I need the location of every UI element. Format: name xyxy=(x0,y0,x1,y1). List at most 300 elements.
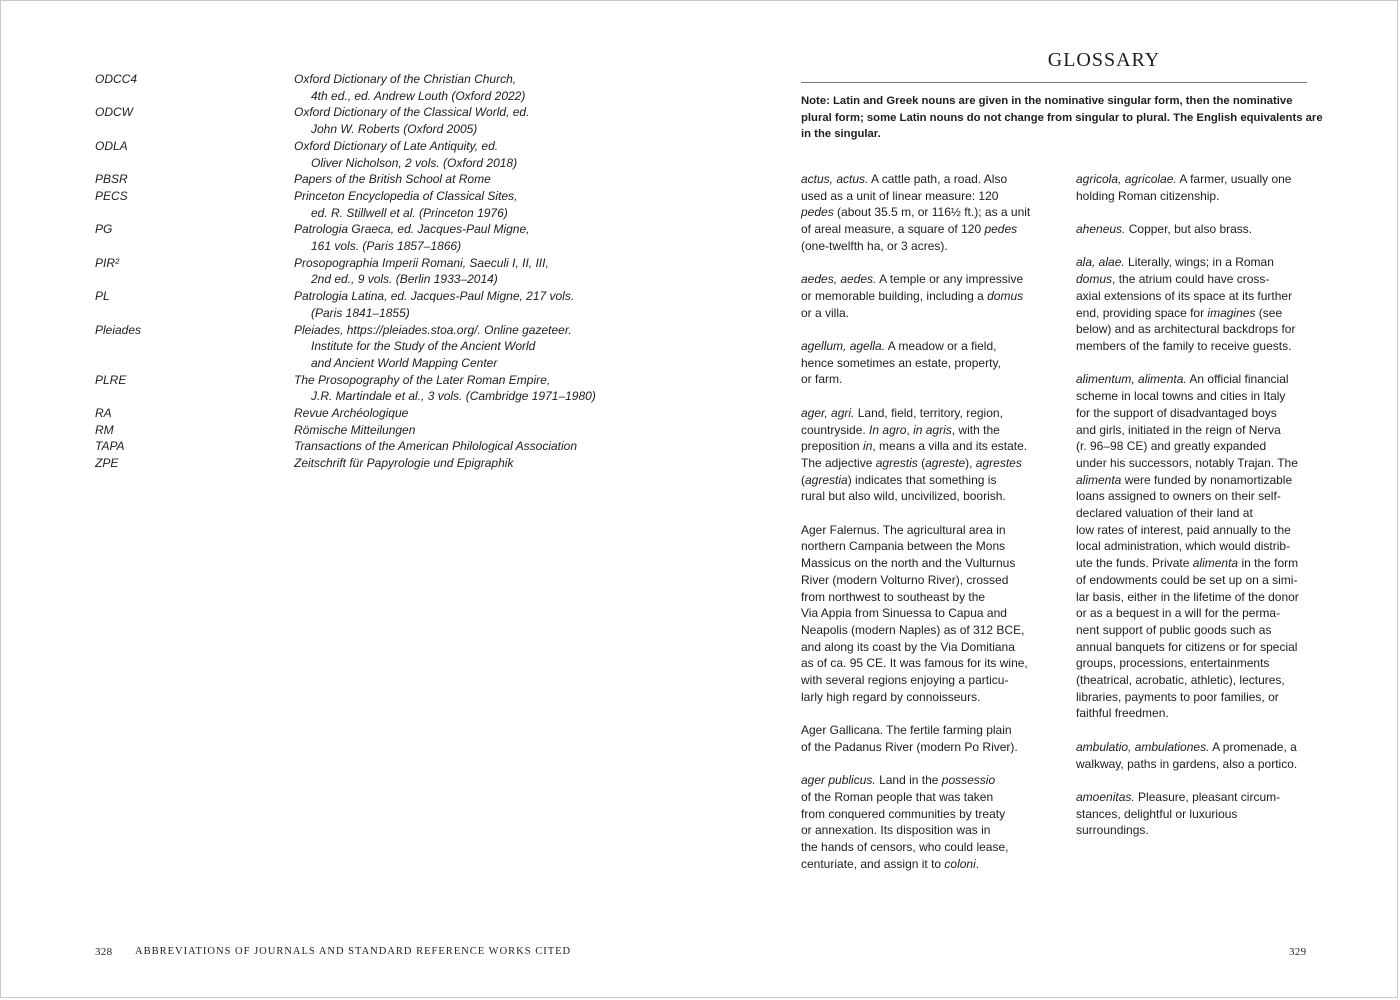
text-segment: A cattle path, a road. Also xyxy=(871,172,1008,186)
glossary-column-1 xyxy=(801,171,1051,889)
glossary-headword: alimentum, alimenta. xyxy=(1076,372,1187,387)
abbreviation-key: PG xyxy=(95,222,113,237)
text-segment: Oliver Nicholson, 2 vols. (Oxford 2018) xyxy=(311,155,518,170)
text-segment: , ed. xyxy=(474,138,499,153)
glossary-entry xyxy=(801,405,1051,505)
entry-line xyxy=(801,856,1051,873)
entry-line xyxy=(801,722,1051,739)
text-segment: 2nd ed., 9 vols. (Berlin 1933–2014) xyxy=(311,272,498,287)
glossary-headword: amoenitas. xyxy=(1076,789,1135,804)
entry-line xyxy=(1076,639,1316,656)
entry-line xyxy=(1076,572,1316,589)
text-segment: John W. Roberts (Oxford 2005) xyxy=(311,122,478,137)
glossary-entry xyxy=(1076,254,1316,354)
text-segment: larly high regard by connoisseurs. xyxy=(801,689,981,704)
entry-line xyxy=(801,204,1051,221)
text-segment: A farmer, usually one xyxy=(1179,172,1292,186)
text-segment: or annexation. Its disposition was in xyxy=(801,823,991,838)
glossary-headword: agricola, agricolae. xyxy=(1076,172,1177,186)
text-segment: Oxford Dictionary of the Classical World xyxy=(294,105,507,120)
glossary-entry xyxy=(801,772,1051,872)
text-segment: scheme in local towns and cities in Italy xyxy=(1076,389,1286,404)
text-segment: Prosopographia Imperii Romani, Saeculi I, II, III xyxy=(294,255,546,270)
expansion-line xyxy=(294,322,675,339)
text-segment: possessio xyxy=(941,773,996,788)
glossary-note xyxy=(801,93,1323,143)
note-line: Note: Latin and Greek nouns are given in the nominative singular form, then the nominative xyxy=(801,95,1293,107)
text-segment: ) indicates that something is xyxy=(847,472,997,487)
entry-line xyxy=(1076,305,1316,322)
entry-line xyxy=(1076,555,1316,572)
abbreviations-list xyxy=(95,71,675,472)
abbreviation-expansion xyxy=(294,405,675,422)
abbreviation-expansion xyxy=(294,422,675,439)
text-segment: , xyxy=(514,188,518,203)
entry-line xyxy=(1076,488,1316,505)
text-segment: from northwest to southeast by the xyxy=(801,589,986,604)
entry-line xyxy=(1076,756,1316,773)
text-segment: walkway, paths in gardens, also a portico. xyxy=(1076,756,1298,771)
text-segment: ed. R. Stillwell et al. (Princeton 1976) xyxy=(311,205,508,220)
text-segment: preposition xyxy=(801,439,864,454)
text-segment: as of ca. 95 CE. It was famous for its wine, xyxy=(801,656,1028,671)
text-segment: northern Campania between the Mons xyxy=(801,539,1006,554)
text-segment: , with the xyxy=(951,422,1000,437)
entry-line xyxy=(1076,806,1316,823)
glossary-headword: Ager Falernus. xyxy=(801,522,880,537)
abbreviation-key: ODCC4 xyxy=(95,72,138,86)
text-segment: in xyxy=(863,439,873,454)
abbreviation-expansion xyxy=(294,372,675,405)
entry-line xyxy=(1076,538,1316,555)
text-segment: A temple or any impressive xyxy=(879,272,1024,287)
text-segment: , the atrium could have cross- xyxy=(1112,272,1270,287)
text-segment: ( xyxy=(801,472,805,487)
abbreviation-expansion xyxy=(294,71,675,104)
text-segment: stances, delightful or luxurious xyxy=(1076,806,1238,821)
text-segment: imagines xyxy=(1207,305,1256,320)
text-segment: pedes xyxy=(801,205,834,220)
entry-line xyxy=(1076,438,1316,455)
text-segment: with several regions enjoying a particu- xyxy=(801,673,1009,688)
text-segment: domus xyxy=(987,288,1024,303)
text-segment: ( xyxy=(917,455,926,470)
text-segment: hence sometimes an estate, property, xyxy=(801,355,1001,370)
entry-line xyxy=(1076,789,1316,806)
text-segment: River (modern Volturno River), crossed xyxy=(801,572,1009,587)
text-segment: rural but also wild, uncivilized, boorish. xyxy=(801,489,1006,504)
entry-line xyxy=(801,371,1051,388)
entry-line xyxy=(801,171,1051,188)
entry-line xyxy=(1076,405,1316,422)
entry-line xyxy=(1076,171,1316,188)
glossary-headword: actus, actus. xyxy=(801,172,869,186)
entry-line xyxy=(1076,589,1316,606)
glossary-column-2 xyxy=(1076,171,1316,856)
expansion-line xyxy=(294,171,675,188)
abbreviation-key: ODLA xyxy=(95,138,128,153)
text-segment: Literally, wings; in a Roman xyxy=(1128,255,1274,270)
text-segment: under his successors, notably Trajan. The xyxy=(1076,455,1298,470)
text-segment: faithful freedmen. xyxy=(1076,706,1169,721)
expansion-line xyxy=(294,305,675,322)
abbreviation-row xyxy=(95,288,675,321)
abbreviation-expansion xyxy=(294,221,675,254)
text-segment: , https://pleiades.stoa.org/. Online gazeteer. xyxy=(340,322,572,337)
abbreviation-expansion xyxy=(294,104,675,137)
expansion-line xyxy=(294,338,675,355)
glossary-headword: ager, agri. xyxy=(801,405,855,420)
text-segment: from conquered communities by treaty xyxy=(801,806,1006,821)
entry-line xyxy=(801,405,1051,422)
text-segment: Neapolis (modern Naples) as of 312 BCE, xyxy=(801,622,1025,637)
text-segment: of the Roman people that was taken xyxy=(801,789,994,804)
entry-line xyxy=(1076,188,1316,205)
entry-line xyxy=(801,639,1051,656)
text-segment: of the Padanus River (modern Po River). xyxy=(801,739,1018,754)
text-segment: Revue Archéologique xyxy=(294,406,409,421)
text-segment: (theatrical, acrobatic, athletic), lectures, xyxy=(1076,673,1285,688)
entry-line xyxy=(801,221,1051,238)
entry-line xyxy=(1076,288,1316,305)
left-page xyxy=(1,1,701,997)
entry-line xyxy=(801,472,1051,489)
right-page xyxy=(701,1,1400,997)
entry-line xyxy=(1076,221,1316,238)
text-segment: (about 35.5 m, or 116½ ft.); as a unit xyxy=(833,205,1031,220)
abbreviation-row xyxy=(95,171,675,188)
text-segment: , xyxy=(545,255,549,270)
glossary-headword: Ager Gallicana. xyxy=(801,723,884,738)
text-segment: or as a bequest in a will for the perma- xyxy=(1076,606,1281,621)
abbreviation-expansion xyxy=(294,288,675,321)
entry-line xyxy=(801,655,1051,672)
expansion-line xyxy=(294,438,675,455)
text-segment: centuriate, and assign it to xyxy=(801,856,945,871)
entry-line xyxy=(1076,338,1316,355)
abbreviation-key: RA xyxy=(95,406,112,421)
text-segment: declared valuation of their land at xyxy=(1076,506,1253,521)
entry-line xyxy=(801,605,1051,622)
text-segment: (one-twelfth ha, or 3 acres). xyxy=(801,238,948,253)
text-segment: below) and as architectural backdrops for xyxy=(1076,322,1296,337)
abbreviation-key: PBSR xyxy=(95,172,128,187)
expansion-line xyxy=(294,422,675,439)
entry-line xyxy=(801,488,1051,505)
abbreviation-key: PECS xyxy=(95,188,128,203)
text-segment: the hands of censors, who could lease, xyxy=(801,840,1009,855)
abbreviation-row xyxy=(95,455,675,472)
text-segment: agrestia xyxy=(805,472,848,487)
text-segment: , xyxy=(906,422,914,437)
text-segment: surroundings. xyxy=(1076,823,1149,838)
expansion-line xyxy=(294,255,675,272)
text-segment: (Paris 1841–1855) xyxy=(311,305,410,320)
entry-line xyxy=(801,422,1051,439)
text-segment: The agricultural area in xyxy=(882,522,1006,537)
text-segment: nent support of public goods such as xyxy=(1076,622,1272,637)
abbreviation-key: PIR² xyxy=(95,255,119,270)
text-segment: countryside. xyxy=(801,422,870,437)
expansion-line xyxy=(294,388,675,405)
text-segment: and Ancient World Mapping Center xyxy=(311,355,498,370)
entry-line xyxy=(801,839,1051,856)
entry-line xyxy=(801,188,1051,205)
entry-line xyxy=(1076,505,1316,522)
text-segment: of areal measure, a square of 120 xyxy=(801,222,985,237)
entry-line xyxy=(801,538,1051,555)
glossary-entry xyxy=(801,338,1051,388)
entry-line xyxy=(1076,455,1316,472)
glossary-entry xyxy=(1076,171,1316,204)
text-segment: Pleasure, pleasant circum- xyxy=(1138,789,1281,804)
entry-line xyxy=(801,455,1051,472)
text-segment: (r. 96–98 CE) and greatly expanded xyxy=(1076,439,1267,454)
text-segment: Pleiades xyxy=(294,322,341,337)
text-segment: A promenade, a xyxy=(1212,739,1297,754)
glossary-entry xyxy=(1076,739,1316,772)
abbreviation-row xyxy=(95,422,675,439)
text-segment: Patrologia Latina xyxy=(294,289,385,304)
entry-line xyxy=(1076,422,1316,439)
abbreviation-expansion xyxy=(294,438,675,455)
glossary-headword: agellum, agella. xyxy=(801,339,886,353)
text-segment: alimenta xyxy=(1076,472,1122,487)
glossary-entry xyxy=(1076,221,1316,238)
entry-line xyxy=(1076,371,1316,388)
text-segment: Copper, but also brass. xyxy=(1128,222,1253,237)
text-segment: domus xyxy=(1076,272,1113,287)
text-segment: 161 vols. (Paris 1857–1866) xyxy=(311,239,462,254)
expansion-line xyxy=(294,355,675,372)
text-segment: ), xyxy=(965,455,976,470)
abbreviation-expansion xyxy=(294,255,675,288)
abbreviation-row xyxy=(95,322,675,372)
text-segment: , xyxy=(546,372,551,387)
entry-line xyxy=(801,822,1051,839)
entry-line xyxy=(801,338,1051,355)
entry-line xyxy=(801,672,1051,689)
entry-line xyxy=(1076,655,1316,672)
entry-line xyxy=(801,305,1051,322)
glossary-headword: aedes, aedes. xyxy=(801,272,877,287)
abbreviation-row xyxy=(95,438,675,455)
folio-number-right: 329 xyxy=(1289,946,1307,958)
entry-line xyxy=(1076,689,1316,706)
text-segment: agrestis xyxy=(875,455,918,470)
text-segment: coloni xyxy=(944,856,976,871)
glossary-headword: ager publicus. xyxy=(801,773,876,788)
glossary-headword: ala, alae. xyxy=(1076,255,1125,270)
text-segment: , means a villa and its estate. xyxy=(872,439,1028,454)
glossary-entry xyxy=(801,271,1051,321)
text-segment: libraries, payments to poor families, or xyxy=(1076,689,1279,704)
note-line: in the singular. xyxy=(801,128,881,141)
abbreviation-row xyxy=(95,71,675,104)
text-segment: The Prosopography of the Later Roman Empire xyxy=(294,372,547,387)
glossary-headword: ambulatio, ambulationes. xyxy=(1076,739,1210,754)
entry-line xyxy=(801,739,1051,756)
text-segment: or memorable building, including a xyxy=(801,288,988,303)
abbreviation-row xyxy=(95,372,675,405)
abbreviation-row xyxy=(95,255,675,288)
glossary-title: GLOSSARY xyxy=(1047,49,1161,71)
abbreviation-expansion xyxy=(294,188,675,221)
text-segment: used as a unit of linear measure: 120 xyxy=(801,188,999,203)
text-segment: and along its coast by the Via Domitiana xyxy=(801,639,1015,654)
entry-line xyxy=(801,271,1051,288)
abbreviation-key: PL xyxy=(95,289,110,304)
expansion-line xyxy=(294,288,675,305)
expansion-line xyxy=(294,238,675,255)
entry-line xyxy=(801,288,1051,305)
entry-line xyxy=(801,355,1051,372)
text-segment: The adjective xyxy=(801,455,876,470)
entry-line xyxy=(801,589,1051,606)
entry-line xyxy=(801,238,1051,255)
text-segment: Römische Mitteilungen xyxy=(294,422,416,437)
entry-line xyxy=(1076,672,1316,689)
text-segment: , ed. Jacques-Paul Migne, 217 vols. xyxy=(384,289,575,304)
text-segment: or farm. xyxy=(801,372,843,387)
abbreviation-row xyxy=(95,221,675,254)
text-segment: agrestes xyxy=(975,455,1022,470)
text-segment: Zeitschrift für Papyrologie und Epigraphik xyxy=(294,456,514,471)
text-segment: were funded by nonamortizable xyxy=(1121,472,1293,487)
glossary-headword: aheneus. xyxy=(1076,222,1126,237)
entry-line xyxy=(1076,254,1316,271)
text-segment: groups, processions, entertainments xyxy=(1076,656,1270,671)
text-segment: annual banquets for citizens or for special xyxy=(1076,639,1298,654)
expansion-line xyxy=(294,155,675,172)
entry-line xyxy=(801,555,1051,572)
text-segment: Patrologia Graeca xyxy=(294,222,391,237)
abbreviation-expansion xyxy=(294,322,675,372)
text-segment: Oxford Dictionary of Late Antiquity xyxy=(294,138,475,153)
entry-line xyxy=(801,689,1051,706)
text-segment: ute the funds. Private xyxy=(1076,556,1193,571)
entry-line xyxy=(801,622,1051,639)
running-head: ABBREVIATIONS OF JOURNALS AND STANDARD REFERENCE WORKS CITED xyxy=(135,946,572,957)
text-segment: agreste xyxy=(925,455,966,470)
text-segment: for the support of disadvantaged boys xyxy=(1076,405,1277,420)
text-segment: . xyxy=(975,856,980,871)
abbreviation-key: PLRE xyxy=(95,372,127,387)
text-segment: Papers of the British School at Rome xyxy=(294,172,491,187)
abbreviation-expansion xyxy=(294,171,675,188)
abbreviation-key: RM xyxy=(95,422,114,437)
abbreviation-row xyxy=(95,138,675,171)
abbreviation-key: Pleiades xyxy=(95,322,142,337)
text-segment: axial extensions of its space at its further xyxy=(1076,288,1293,303)
entry-line xyxy=(1076,271,1316,288)
expansion-line xyxy=(294,405,675,422)
entry-line xyxy=(1076,822,1316,839)
text-segment: Land, field, territory, region, xyxy=(857,405,1003,420)
text-segment: Princeton Encyclopedia of Classical Sites xyxy=(294,188,515,203)
glossary-entry xyxy=(1076,789,1316,839)
text-segment: (see xyxy=(1255,305,1283,320)
text-segment: Massicus on the north and the Vulturnus xyxy=(801,556,1016,571)
abbreviation-row xyxy=(95,405,675,422)
text-segment: holding Roman citizenship. xyxy=(1076,188,1220,203)
text-segment: The fertile farming plain xyxy=(886,723,1012,738)
folio-number-left: 328 xyxy=(95,946,113,958)
entry-line xyxy=(1076,321,1316,338)
entry-line xyxy=(801,522,1051,539)
expansion-line xyxy=(294,372,675,389)
text-segment: Land in the xyxy=(879,773,942,788)
glossary-entry xyxy=(801,522,1051,706)
abbreviation-key: ODCW xyxy=(95,105,133,120)
entry-line xyxy=(1076,472,1316,489)
text-segment: Transactions of the American Philological Association xyxy=(294,439,578,454)
entry-line xyxy=(801,806,1051,823)
expansion-line xyxy=(294,271,675,288)
expansion-line xyxy=(294,221,675,238)
abbreviation-row xyxy=(95,188,675,221)
entry-line xyxy=(1076,388,1316,405)
text-segment: , ed. Jacques-Paul Migne, xyxy=(390,222,530,237)
text-segment: local administration, which would distrib- xyxy=(1076,539,1291,554)
abbreviation-expansion xyxy=(294,455,675,472)
text-segment: A meadow or a field, xyxy=(887,339,997,353)
abbreviation-row xyxy=(95,104,675,137)
entry-line xyxy=(801,789,1051,806)
text-segment: end, providing space for xyxy=(1076,305,1208,320)
expansion-line xyxy=(294,138,675,155)
text-segment: J.R. Martindale et al., 3 vols. (Cambridge 1971–1980) xyxy=(311,389,596,404)
text-segment: 4th ed., ed. Andrew Louth (Oxford 2022) xyxy=(311,88,526,103)
text-segment: Via Appia from Sinuessa to Capua and xyxy=(801,606,1007,621)
text-segment: in agris xyxy=(913,422,952,437)
text-segment: pedes xyxy=(984,222,1018,237)
glossary-entry xyxy=(801,171,1051,255)
title-rule xyxy=(801,82,1307,83)
expansion-line xyxy=(294,188,675,205)
text-segment: and girls, initiated in the reign of Nerva xyxy=(1076,422,1281,437)
text-segment: Oxford Dictionary of the Christian Church, xyxy=(294,72,517,86)
entry-line xyxy=(1076,705,1316,722)
text-segment: of endowments could be set up on a simi- xyxy=(1076,572,1298,587)
expansion-line xyxy=(294,71,675,88)
entry-line xyxy=(1076,739,1316,756)
glossary-entry xyxy=(801,722,1051,755)
expansion-line xyxy=(294,88,675,105)
text-segment: low rates of interest, paid annually to the xyxy=(1076,522,1291,537)
entry-line xyxy=(801,772,1051,789)
text-segment: lar basis, either in the lifetime of the donor xyxy=(1076,589,1299,604)
text-segment: loans assigned to owners on their self- xyxy=(1076,489,1281,504)
entry-line xyxy=(1076,622,1316,639)
text-segment: In agro xyxy=(869,422,907,437)
text-segment: An official financial xyxy=(1189,372,1289,387)
expansion-line xyxy=(294,455,675,472)
entry-line xyxy=(1076,605,1316,622)
text-segment: alimenta xyxy=(1192,556,1239,571)
note-line: plural form; some Latin nouns do not change from singular to plural. The English equivalents are xyxy=(801,111,1323,124)
glossary-entry xyxy=(1076,371,1316,722)
text-segment: or a villa. xyxy=(801,305,850,320)
text-segment: members of the family to receive guests. xyxy=(1076,339,1292,353)
abbreviation-key: ZPE xyxy=(95,456,119,471)
text-segment: , ed. xyxy=(506,105,530,120)
entry-line xyxy=(801,572,1051,589)
expansion-line xyxy=(294,205,675,222)
abbreviation-expansion xyxy=(294,138,675,171)
abbreviation-key: TAPA xyxy=(95,439,125,454)
expansion-line xyxy=(294,121,675,138)
